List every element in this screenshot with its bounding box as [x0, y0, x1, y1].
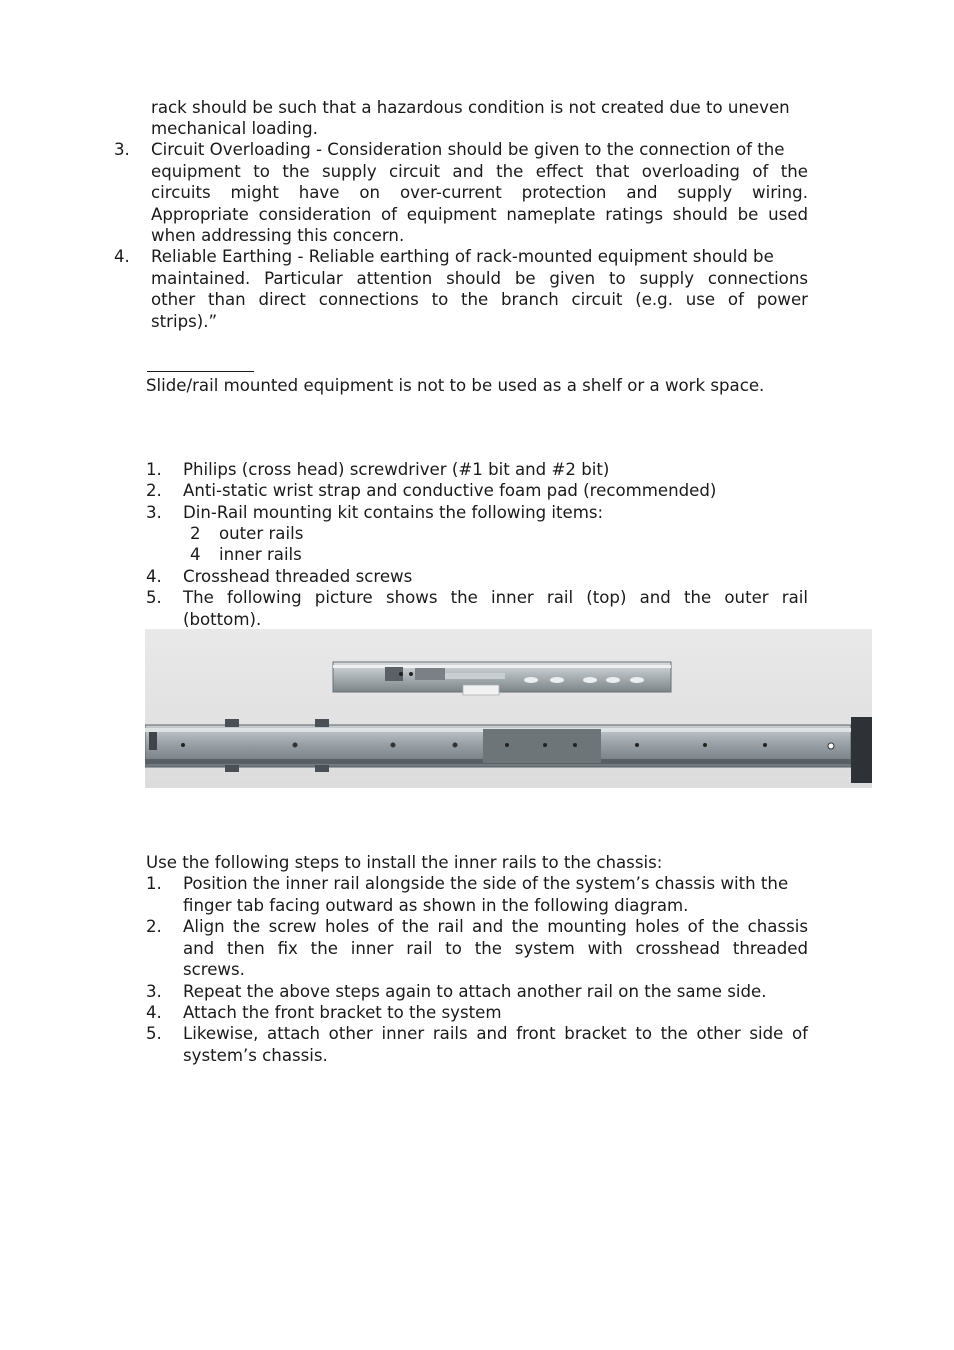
- step-1-line1: Position the inner rail alongside the side of the system’s chassis with the: [183, 874, 789, 893]
- tools-item-5-number: 5.: [146, 588, 162, 607]
- warning-item3-line2: equipment to the supply circuit and the effect that overloading of the: [151, 162, 808, 181]
- step-5-line1: Likewise, attach other inner rails and front bracket to the other side of: [183, 1024, 808, 1043]
- tools-item-4-number: 4.: [146, 567, 162, 586]
- kit-item-2-name: inner rails: [219, 545, 302, 564]
- warning-item4-line3: other than direct connections to the branch circuit (e.g. use of power: [151, 290, 808, 309]
- tools-item-2-number: 2.: [146, 481, 162, 500]
- kit-item-1-name: outer rails: [219, 524, 304, 543]
- install-intro: Use the following steps to install the inner rails to the chassis:: [146, 853, 663, 872]
- section-divider: [147, 371, 254, 372]
- warning-item4-number: 4.: [114, 247, 130, 266]
- step-5-number: 5.: [146, 1024, 162, 1043]
- tools-item-3: Din-Rail mounting kit contains the following items:: [183, 503, 604, 522]
- kit-item-1-qty: 2: [190, 524, 201, 543]
- warning-item2-line2: mechanical loading.: [151, 119, 318, 138]
- tools-item-2: Anti-static wrist strap and conductive foam pad (recommended): [183, 481, 717, 500]
- tools-item-5-line1: The following picture shows the inner rail (top) and the outer rail: [183, 588, 808, 607]
- step-3-line1: Repeat the above steps again to attach another rail on the same side.: [183, 982, 767, 1001]
- inner-rail-image: [333, 662, 671, 695]
- warning-item3-number: 3.: [114, 140, 130, 159]
- warning-item3-line4: Appropriate consideration of equipment nameplate ratings should be used: [151, 205, 808, 224]
- step-5-line2: system’s chassis.: [183, 1046, 328, 1065]
- tools-item-1-number: 1.: [146, 460, 162, 479]
- warning-item4-line4: strips).”: [151, 312, 218, 331]
- warning-item3-line3: circuits might have on over-current protection and supply wiring.: [151, 183, 808, 202]
- step-1-number: 1.: [146, 874, 162, 893]
- step-1-line2: finger tab facing outward as shown in the following diagram.: [183, 896, 689, 915]
- warning-item4-line2: maintained. Particular attention should be given to supply connections: [151, 269, 808, 288]
- shelf-note: Slide/rail mounted equipment is not to be used as a shelf or a work space.: [146, 376, 765, 395]
- step-4-number: 4.: [146, 1003, 162, 1022]
- step-2-line2: and then fix the inner rail to the system with crosshead threaded: [183, 939, 808, 958]
- tools-item-4: Crosshead threaded screws: [183, 567, 413, 586]
- warning-item3-line1: Circuit Overloading - Consideration should be given to the connection of the: [151, 140, 785, 159]
- warning-item2-line1: rack should be such that a hazardous condition is not created due to uneven: [151, 98, 790, 117]
- step-2-line1: Align the screw holes of the rail and the mounting holes of the chassis: [183, 917, 808, 936]
- warning-item4-line1: Reliable Earthing - Reliable earthing of rack-mounted equipment should be: [151, 247, 774, 266]
- tools-item-3-number: 3.: [146, 503, 162, 522]
- tools-item-1: Philips (cross head) screwdriver (#1 bit and #2 bit): [183, 460, 610, 479]
- step-2-line3: screws.: [183, 960, 245, 979]
- warning-item3-line5: when addressing this concern.: [151, 226, 405, 245]
- step-4-line1: Attach the front bracket to the system: [183, 1003, 502, 1022]
- step-2-number: 2.: [146, 917, 162, 936]
- rails-photo: [145, 629, 872, 788]
- tools-item-5-line2: (bottom).: [183, 610, 262, 629]
- kit-item-2-qty: 4: [190, 545, 201, 564]
- step-3-number: 3.: [146, 982, 162, 1001]
